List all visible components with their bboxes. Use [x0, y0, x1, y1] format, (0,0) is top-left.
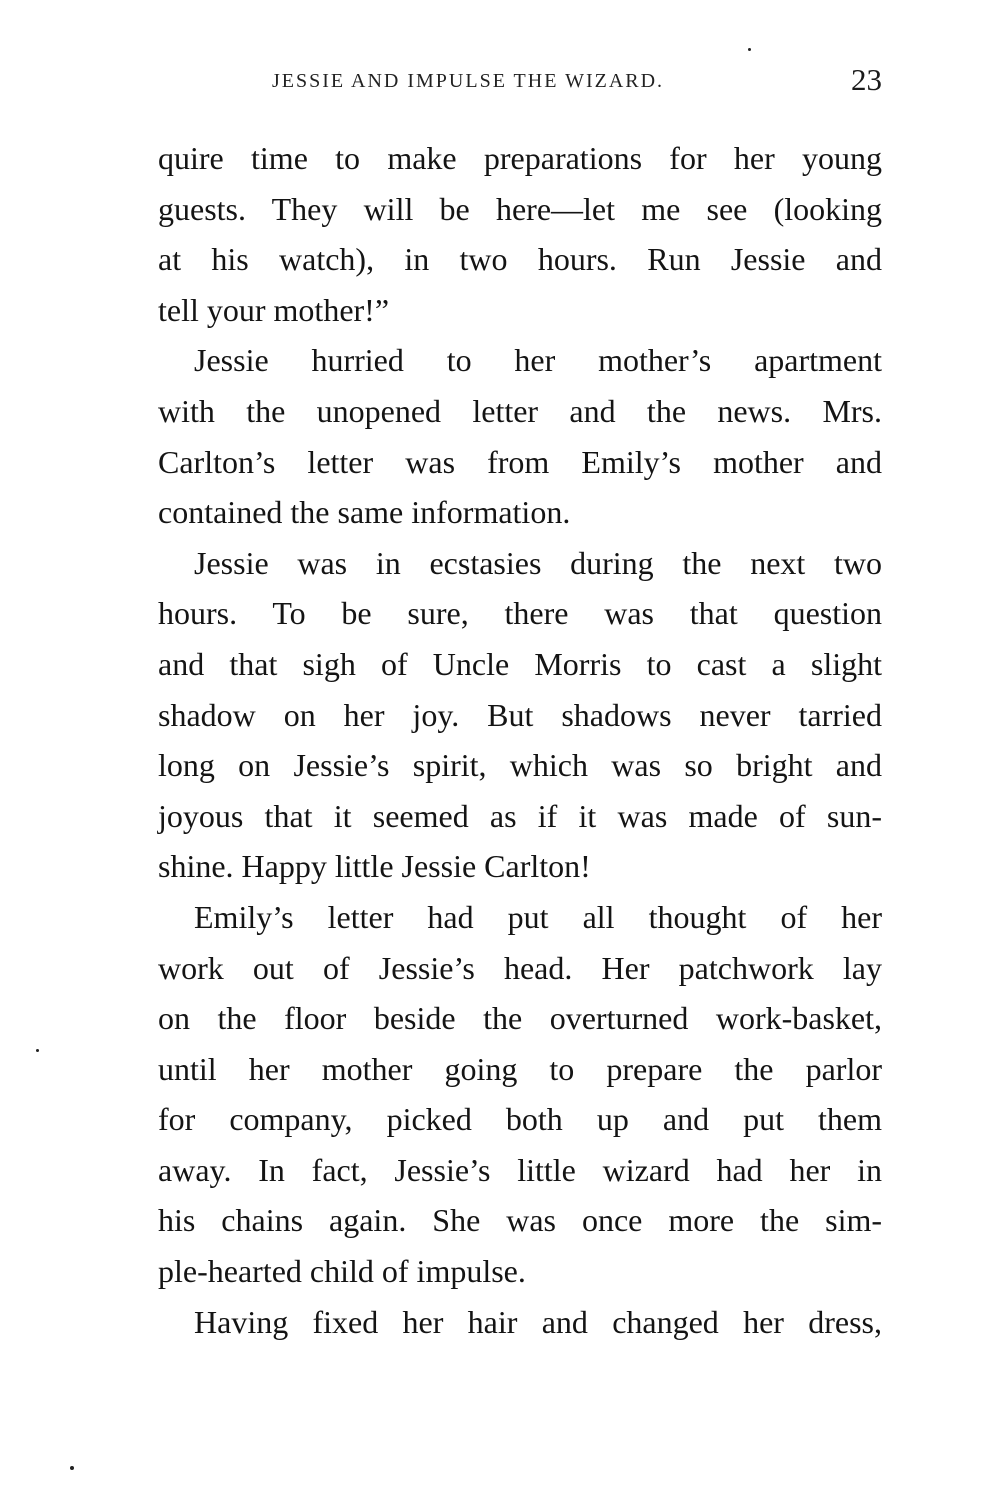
- paragraph-5: [158, 1297, 882, 1348]
- paragraph-3: [158, 538, 882, 892]
- text-line: contained the same information.: [158, 494, 571, 531]
- text-line: quire time to make preparations for her young: [158, 140, 882, 176]
- text-line: shine. Happy little Jessie Carlton!: [158, 848, 591, 885]
- text-line: at his watch), in two hours. Run Jessie and: [158, 241, 882, 278]
- page-number: 23: [851, 62, 882, 97]
- text-line: Having fixed her hair and changed her dress,: [194, 1303, 882, 1340]
- text-line: with the unopened letter and the news. Mrs.: [158, 392, 882, 429]
- text-line: guests. They will be here—let me see (looking: [158, 190, 882, 227]
- body-text: [158, 133, 882, 1347]
- print-speck: [70, 1466, 74, 1470]
- text-line: joyous that it seemed as if it was made of sun-: [158, 797, 882, 834]
- paragraph-4: [158, 892, 882, 1297]
- text-line: Jessie hurried to her mother’s apartment: [194, 342, 882, 379]
- text-line: ple-hearted child of impulse.: [158, 1253, 526, 1290]
- text-line: Emily’s letter had put all thought of her: [194, 898, 882, 935]
- text-line: on the floor beside the overturned work-basket,: [158, 1000, 882, 1037]
- text-line: Carlton’s letter was from Emily’s mother and: [158, 443, 882, 480]
- text-line: for company, picked both up and put them: [158, 1101, 882, 1138]
- text-line: and that sigh of Uncle Morris to cast a slight: [158, 645, 882, 682]
- text-line: shadow on her joy. But shadows never tarried: [158, 696, 882, 733]
- running-title: JESSIE AND IMPULSE THE WIZARD.: [272, 70, 665, 92]
- text-line: away. In fact, Jessie’s little wizard had her in: [158, 1151, 882, 1188]
- paragraph-1: [158, 133, 882, 335]
- text-line: Jessie was in ecstasies during the next two: [194, 544, 882, 581]
- text-line: hours. To be sure, there was that question: [158, 595, 882, 632]
- text-line: until her mother going to prepare the parlor: [158, 1050, 882, 1087]
- text-line: long on Jessie’s spirit, which was so bright and: [158, 747, 882, 784]
- print-speck: [36, 1049, 39, 1052]
- paragraph-2: [158, 335, 882, 537]
- text-line: work out of Jessie’s head. Her patchwork lay: [158, 949, 882, 986]
- text-line: his chains again. She was once more the sim-: [158, 1202, 882, 1239]
- text-line: tell your mother!”: [158, 291, 390, 328]
- running-header: [160, 62, 882, 102]
- print-speck: [748, 48, 751, 51]
